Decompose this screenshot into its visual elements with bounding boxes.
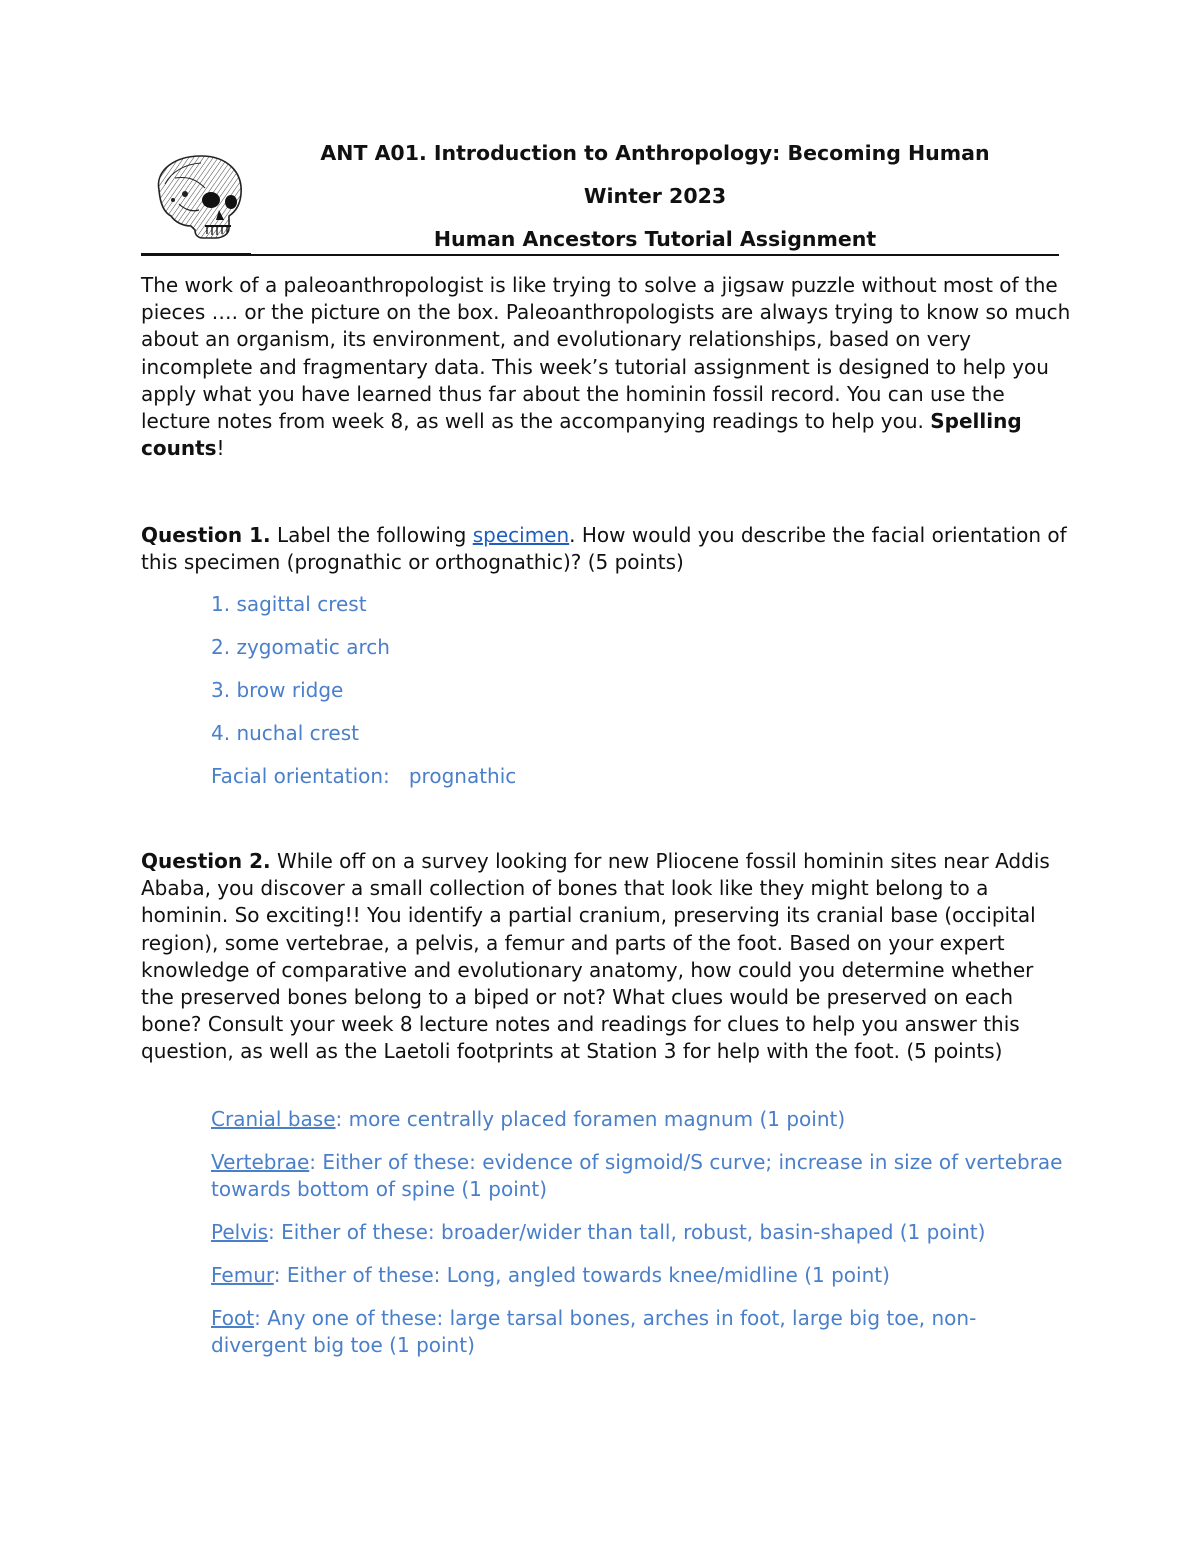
- answer-text: : more centrally placed foramen magnum (1 point): [335, 1107, 846, 1131]
- answer-term: Pelvis: [211, 1220, 269, 1244]
- question-2-label: Question 2.: [141, 849, 271, 873]
- answer-term: Vertebrae: [211, 1150, 310, 1174]
- skull-icon: [145, 150, 249, 242]
- answer-term: Cranial base: [211, 1107, 336, 1131]
- question-1-answers: [211, 591, 1071, 806]
- intro-tail: !: [216, 436, 225, 461]
- answer-1-4: 4. nuchal crest: [211, 721, 359, 745]
- question-2-text: While off on a survey looking for new Pliocene fossil hominin sites near Addis Ababa, you discover a small collection of bones that look like they might belong to a hominin. So exciting!! You identify a partial cranium, preserving its cranial base (occipital region), some vertebrae, a pelvis, a femur and parts of the foot. Based on your expert knowledge of comparative and evolutionary anatomy, how could you determine whether the preserved bones belong to a biped or not? What clues would be preserved on each bone? Consult your week 8 lecture notes and readings for clues to help you answer this question, as well as the Laetoli footprints at Station 3 for help with the foot. (5 points): [141, 849, 1050, 1064]
- specimen-link[interactable]: specimen: [472, 523, 570, 547]
- answer-vertebrae: [211, 1149, 1071, 1203]
- intro-paragraph: [141, 272, 1071, 462]
- title-block: [251, 130, 1059, 259]
- answer-facial-orientation: Facial orientation: prognathic: [211, 764, 517, 788]
- answer-pelvis: [211, 1219, 1071, 1246]
- answer-1-1: 1. sagittal crest: [211, 592, 367, 616]
- assignment-title: Human Ancestors Tutorial Assignment: [433, 227, 877, 251]
- answer-term: Foot: [211, 1306, 255, 1330]
- question-2-answers: [211, 1106, 1071, 1375]
- answer-1-3: 3. brow ridge: [211, 678, 344, 702]
- question-2: [141, 848, 1071, 1066]
- header-rule: [141, 254, 1059, 256]
- answer-1-2: 2. zygomatic arch: [211, 635, 390, 659]
- intro-emphasis: Spelling counts: [141, 409, 1022, 461]
- answer-text: : Either of these: Long, angled towards knee/midline (1 point): [273, 1263, 890, 1287]
- answer-text: : Either of these: broader/wider than tall, robust, basin-shaped (1 point): [268, 1220, 986, 1244]
- answer-text: : Either of these: evidence of sigmoid/S curve; increase in size of vertebrae towards bottom of spine (1 point): [211, 1150, 1063, 1201]
- term-title: Winter 2023: [583, 184, 727, 208]
- document-header: [141, 130, 1059, 256]
- answer-text: : Any one of these: large tarsal bones, arches in foot, large big toe, non-divergent big toe (1 point): [211, 1306, 977, 1357]
- question-1-text-after: . How would you describe the facial orientation of this specimen (prognathic or orthognathic)? (5 points): [141, 523, 1067, 575]
- answer-foot: [211, 1305, 1071, 1359]
- answer-term: Femur: [211, 1263, 274, 1287]
- course-title: ANT A01. Introduction to Anthropology: Becoming Human: [320, 141, 990, 165]
- answer-femur: [211, 1262, 1071, 1289]
- question-1: [141, 522, 1071, 576]
- answer-cranial-base: [211, 1106, 1071, 1133]
- question-1-text: Label the following: [270, 523, 473, 547]
- question-1-label: Question 1.: [141, 523, 271, 547]
- intro-text: The work of a paleoanthropologist is like trying to solve a jigsaw puzzle without most of the pieces …. or the picture on the box. Paleoanthropologists are always trying to know so much about an organism, its environment, and evolutionary relationships, based on very incomplete and fragmentary data. This week’s tutorial assignment is designed to help you apply what you have learned thus far about the hominin fossil record. You can use the lecture notes from week 8, as well as the accompanying readings to help you.: [141, 273, 1071, 434]
